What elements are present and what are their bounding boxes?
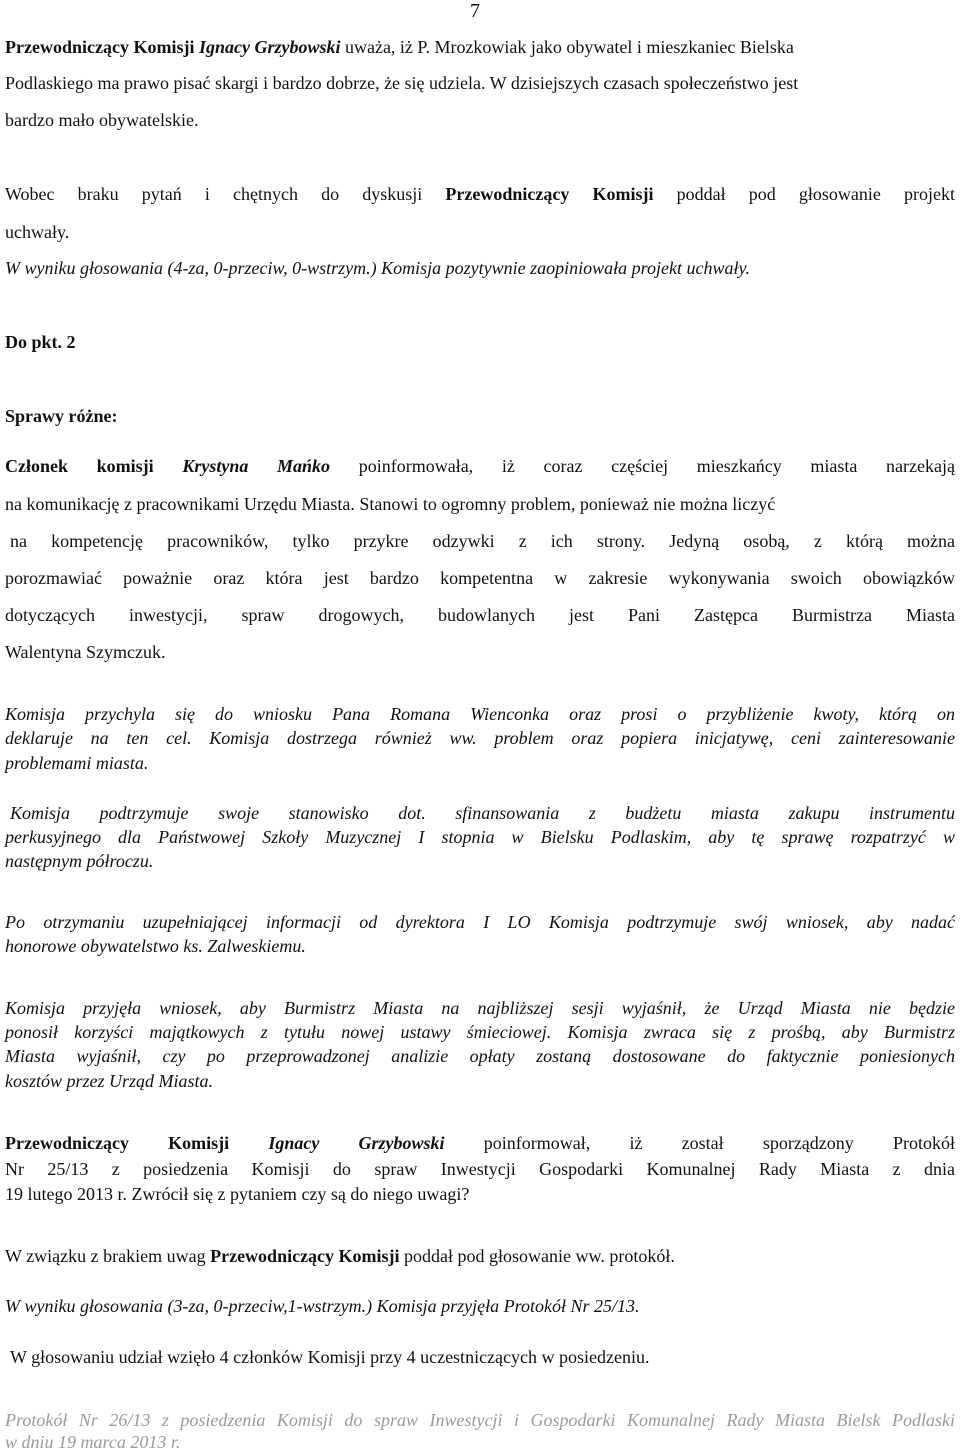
text: poddał pod głosowanie ww. protokół. — [399, 1246, 675, 1266]
paragraph-5-line-3: następnym półroczu. — [5, 851, 154, 871]
chairman-title: Przewodniczący Komisji — [5, 37, 195, 57]
paragraph-6-line-1: Po otrzymaniu uzupełniającej informacji od dyrektora I LO Komisja podtrzymuje swój wniosek, aby nadać — [5, 912, 955, 932]
section-heading: Do pkt. 2 — [5, 332, 76, 352]
paragraph-3-line-2: na komunikację z pracownikami Urzędu Miasta. Stanowi to ogromny problem, ponieważ nie można liczyć — [5, 494, 776, 514]
member-name: Krystyna Mańko — [182, 456, 331, 476]
text: poddał pod głosowanie projekt — [653, 184, 956, 204]
paragraph-7-line-2: ponosił korzyści majątkowych z tytułu nowej ustawy śmieciowej. Komisja zwraca się z prośbą, aby Burmistrz — [5, 1022, 955, 1042]
page-number: 7 — [470, 0, 480, 22]
paragraph-6-line-2: honorowe obywatelstwo ks. Zalweskiemu. — [5, 936, 306, 956]
vote-result-2: W wyniku głosowania (3-za, 0-przeciw,1-wstrzym.) Komisja przyjęła Protokół Nr 25/13. — [5, 1296, 640, 1316]
footer-line-2: w dniu 19 marca 2013 r. — [5, 1432, 181, 1452]
paragraph-3-line-3: na kompetencję pracowników, tylko przykre odzywki z ich strony. Jedyną osobą, z którą można — [10, 531, 955, 551]
chairman-title: Przewodniczący Komisji — [210, 1246, 400, 1266]
paragraph-7-line-1: Komisja przyjęła wniosek, aby Burmistrz Miasta na najbliższej sesji wyjaśnił, że Urząd Miasta nie będzie — [5, 998, 955, 1018]
paragraph-2-line-2: uchwały. — [5, 222, 70, 242]
paragraph-5-line-2: perkusyjnego dla Państwowej Szkoły Muzycznej I stopnia w Bielsku Podlaskim, aby tę sprawę rozpatrzyć w — [5, 827, 955, 847]
paragraph-4-line-2: deklaruje na ten cel. Komisja dostrzega również ww. problem oraz popiera inicjatywę, ceni zainteresowanie — [5, 728, 955, 748]
paragraph-9 — [5, 1245, 675, 1267]
paragraph-7-line-4: kosztów przez Urząd Miasta. — [5, 1071, 214, 1091]
paragraph-7-line-3: Miasta wyjaśnił, czy po przeprowadzonej analizie opłaty zostaną dostosowane do faktycznie poniesionych — [5, 1046, 955, 1066]
vote-result-1: W wyniku głosowania (4-za, 0-przeciw, 0-wstrzym.) Komisja pozytywnie zaopiniowała projekt uchwały. — [5, 258, 750, 278]
paragraph-4-line-3: problemami miasta. — [5, 753, 149, 773]
section-subheading: Sprawy różne: — [5, 406, 118, 426]
paragraph-3-line-1 — [5, 455, 955, 477]
paragraph-3-line-4: porozmawiać poważnie oraz która jest bardzo kompetentna w zakresie wykonywania swoich obowiązków — [5, 568, 955, 588]
text: uważa, iż P. Mrozkowiak jako obywatel i mieszkaniec Bielska — [340, 37, 794, 57]
text: poinformował, iż został sporządzony Protokół — [444, 1133, 955, 1153]
paragraph-1-line-2: Podlaskiego ma prawo pisać skargi i bardzo dobrze, że się udziela. W dzisiejszych czasach społeczeństwo jest — [5, 73, 799, 93]
paragraph-1-line-1 — [5, 36, 794, 58]
chairman-title: Przewodniczący Komisji — [445, 184, 654, 204]
paragraph-4-line-1: Komisja przychyla się do wniosku Pana Romana Wienconka oraz prosi o przybliżenie kwoty, którą on — [5, 704, 955, 724]
chairman-name: Ignacy Grzybowski — [198, 37, 341, 57]
text: poinformowała, iż coraz częściej mieszkańcy miasta narzekają — [330, 456, 955, 476]
text: Wobec braku pytań i chętnych do dyskusji — [5, 184, 446, 204]
paragraph-5-line-1: Komisja podtrzymuje swoje stanowisko dot. sfinansowania z budżetu miasta zakupu instrumentu — [10, 803, 955, 823]
paragraph-3-line-6: Walentyna Szymczuk. — [5, 642, 166, 662]
chairman-name: Ignacy Grzybowski — [268, 1133, 445, 1153]
member-title: Członek komisji — [5, 456, 183, 476]
text: W związku z brakiem uwag — [5, 1246, 211, 1266]
chairman-title: Przewodniczący Komisji — [5, 1133, 230, 1153]
paragraph-8-line-1 — [5, 1132, 955, 1154]
paragraph-2-line-1 — [5, 183, 955, 205]
paragraph-8-line-2: Nr 25/13 z posiedzenia Komisji do spraw Inwestycji Gospodarki Komunalnej Rady Miasta z dnia — [5, 1159, 955, 1179]
paragraph-8-line-3: 19 lutego 2013 r. Zwrócił się z pytaniem czy są do niego uwagi? — [5, 1184, 470, 1204]
attendance-note: W głosowaniu udział wzięło 4 członków Komisji przy 4 uczestniczących w posiedzeniu. — [10, 1347, 650, 1367]
paragraph-3-line-5: dotyczących inwestycji, spraw drogowych, budowlanych jest Pani Zastępca Burmistrza Miasta — [5, 605, 955, 625]
paragraph-1-line-3: bardzo mało obywatelskie. — [5, 110, 199, 130]
footer-line-1: Protokół Nr 26/13 z posiedzenia Komisji do spraw Inwestycji i Gospodarki Komunalnej Rady Miasta Bielsk Podlaski — [5, 1410, 955, 1430]
